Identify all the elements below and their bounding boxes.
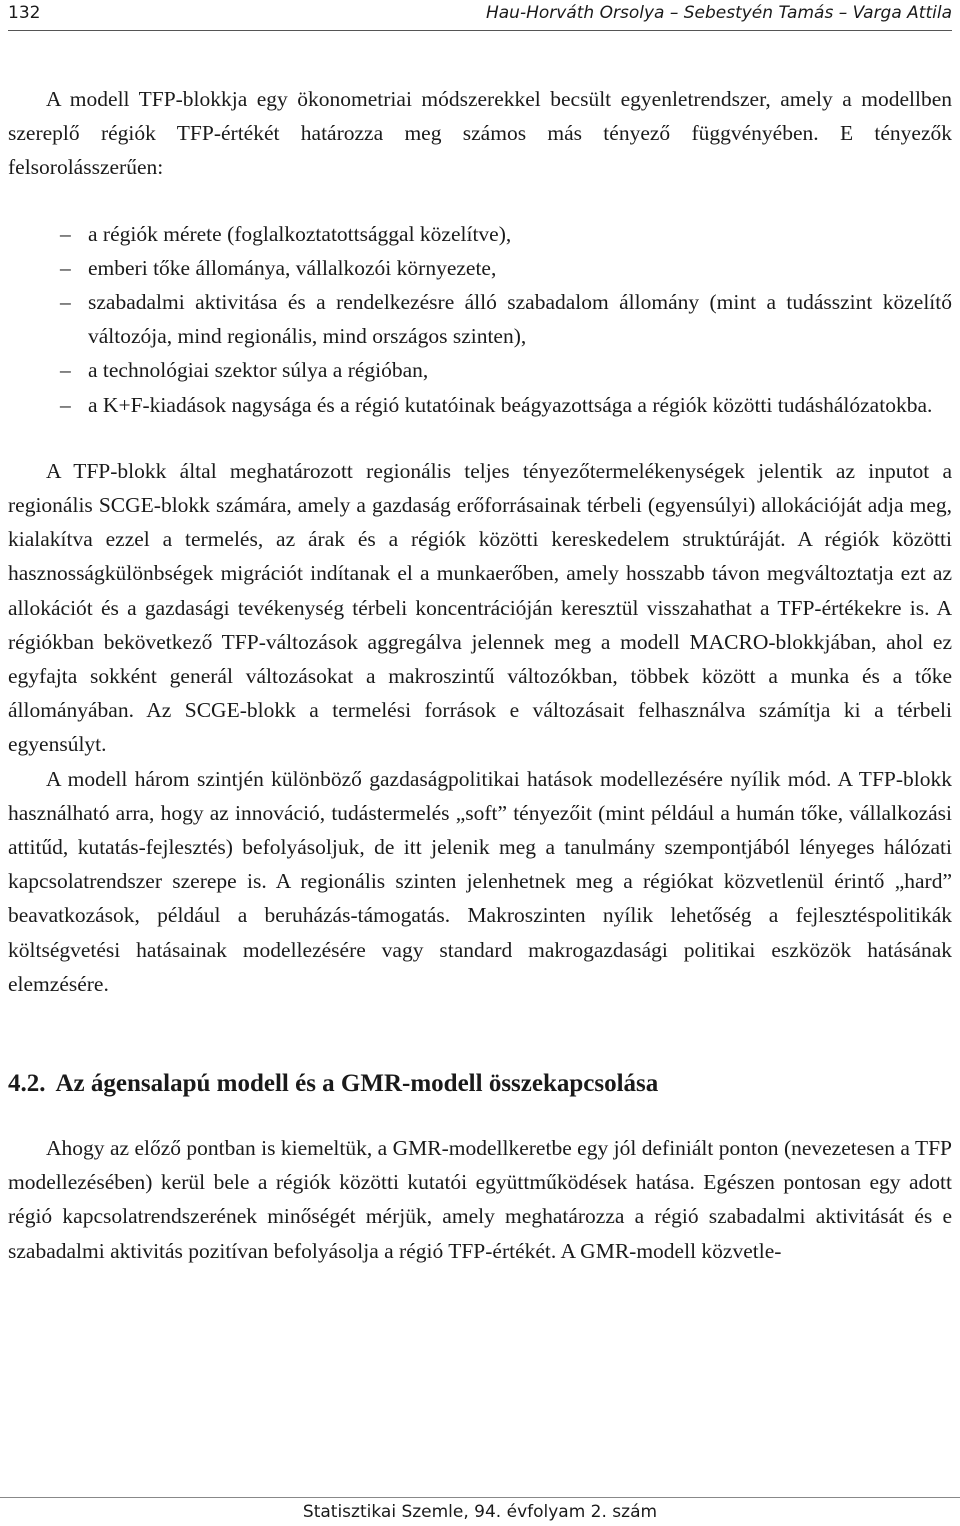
section-paragraph: Ahogy az előző pontban is kiemeltük, a GMR-modellkeretbe egy jól definiált ponton (nevezetesen a TFP modellezésében) kerül bele a régiók közötti kutatói együttműködések hatása. Egészen pontosan egy adott régió kapcsolatrendszerének minőségét mérjük, amely meghatározza a régió szabadalmi aktivitását és e szabadalmi aktivitás pozitívan befolyásolja a régió TFP-értékét. A GMR-modell közvetle-: [8, 1136, 952, 1263]
body-paragraph: A TFP-blokk által meghatározott regionális teljes tényezőtermelékenységek jelentik az inputot a regionális SCGE-blokk számára, amely a gazdaság erőforrásainak térbeli (egyensúlyi) allokációját adja meg, kialakítva ezzel a termelés, az árak és a régiók közötti kereskedelem struktúráját. A régiók közötti hasznosságkülönbségek migrációt indítanak el a munkaerőben, amely hosszabb távon megváltoztatja ezt az allokációt és a gazdasági tevékenység térbeli koncentrációján keresztül visszahathat a TFP-értékekre is. A régiókban bekövetkező TFP-változások aggregálva jelennek meg a modell MACRO-blokkjában, ahol ez egyfajta sokként generál változásokat a makroszintű változókban, többek között a munka és a tőke állományában. Az SCGE-blokk a termelési források e változásait felhasználva számítja ki a térbeli egyensúlyt.: [8, 458, 952, 757]
page-footer: [0, 1497, 960, 1526]
section-title: Az ágensalapú modell és a GMR-modell összekapcsolása: [55, 1070, 659, 1098]
running-head-authors: Hau-Horváth Orsolya – Sebestyén Tamás – Varga Attila: [485, 3, 952, 23]
dash-icon: –: [60, 221, 71, 246]
body-paragraph: A modell három szintjén különböző gazdaságpolitikai hatások modellezésére nyílik mód. A TFP-blokk használható arra, hogy az innováció, tudástermelés „soft” tényezőit (mint például a humán tőke, vállalkozási attitűd, kutatás-fejlesztés) befolyásoljuk, de itt jelenik meg a tanulmány szempontjából lényeges hálózati kapcsolatrendszer szerepe is. A regionális szinten jelenhetnek meg a régiókat közvetlenül érintő „hard” beavatkozások, például a beruházás-támogatás. Makroszinten nyílik lehetőség a fejlesztéspolitikák költségvetési hatásainak modellezésére vagy standard makrogazdasági politikai eszközök hatásának elemzésére.: [8, 766, 952, 996]
list-item: – szabadalmi aktivitása és a rendelkezésre álló szabadalom állomány (mint a tudásszint közelítő változója, mind regionális, mind országos szinten),: [30, 285, 952, 353]
dash-icon: –: [60, 392, 71, 417]
page-number: 132: [8, 3, 41, 23]
factor-list: [8, 217, 952, 422]
article-body: [8, 82, 952, 1268]
dash-icon: –: [60, 255, 71, 280]
dash-icon: –: [60, 290, 71, 315]
list-item: – a K+F-kiadások nagysága és a régió kutatóinak beágyazottsága a régiók közötti tudáshálózatokba.: [30, 388, 952, 422]
dash-icon: –: [60, 358, 71, 383]
intro-paragraph: A modell TFP-blokkja egy ökonometriai módszerekkel becsült egyenletrendszer, amely a modellben szereplő régiók TFP-értékét határozza meg számos más tényező függvényében. E tényezők felsorolásszerűen:: [8, 87, 952, 180]
journal-citation: Statisztikai Szemle, 94. évfolyam 2. szám: [302, 1502, 658, 1522]
list-item: – emberi tőke állománya, vállalkozói környezete,: [30, 251, 952, 285]
page-header: [8, 0, 952, 31]
list-item: – a technológiai szektor súlya a régióban,: [30, 353, 952, 387]
list-item: – a régiók mérete (foglalkoztatottsággal közelítve),: [30, 217, 952, 251]
section-number: 4.2.: [8, 1070, 46, 1098]
section-heading: [8, 1067, 952, 1101]
